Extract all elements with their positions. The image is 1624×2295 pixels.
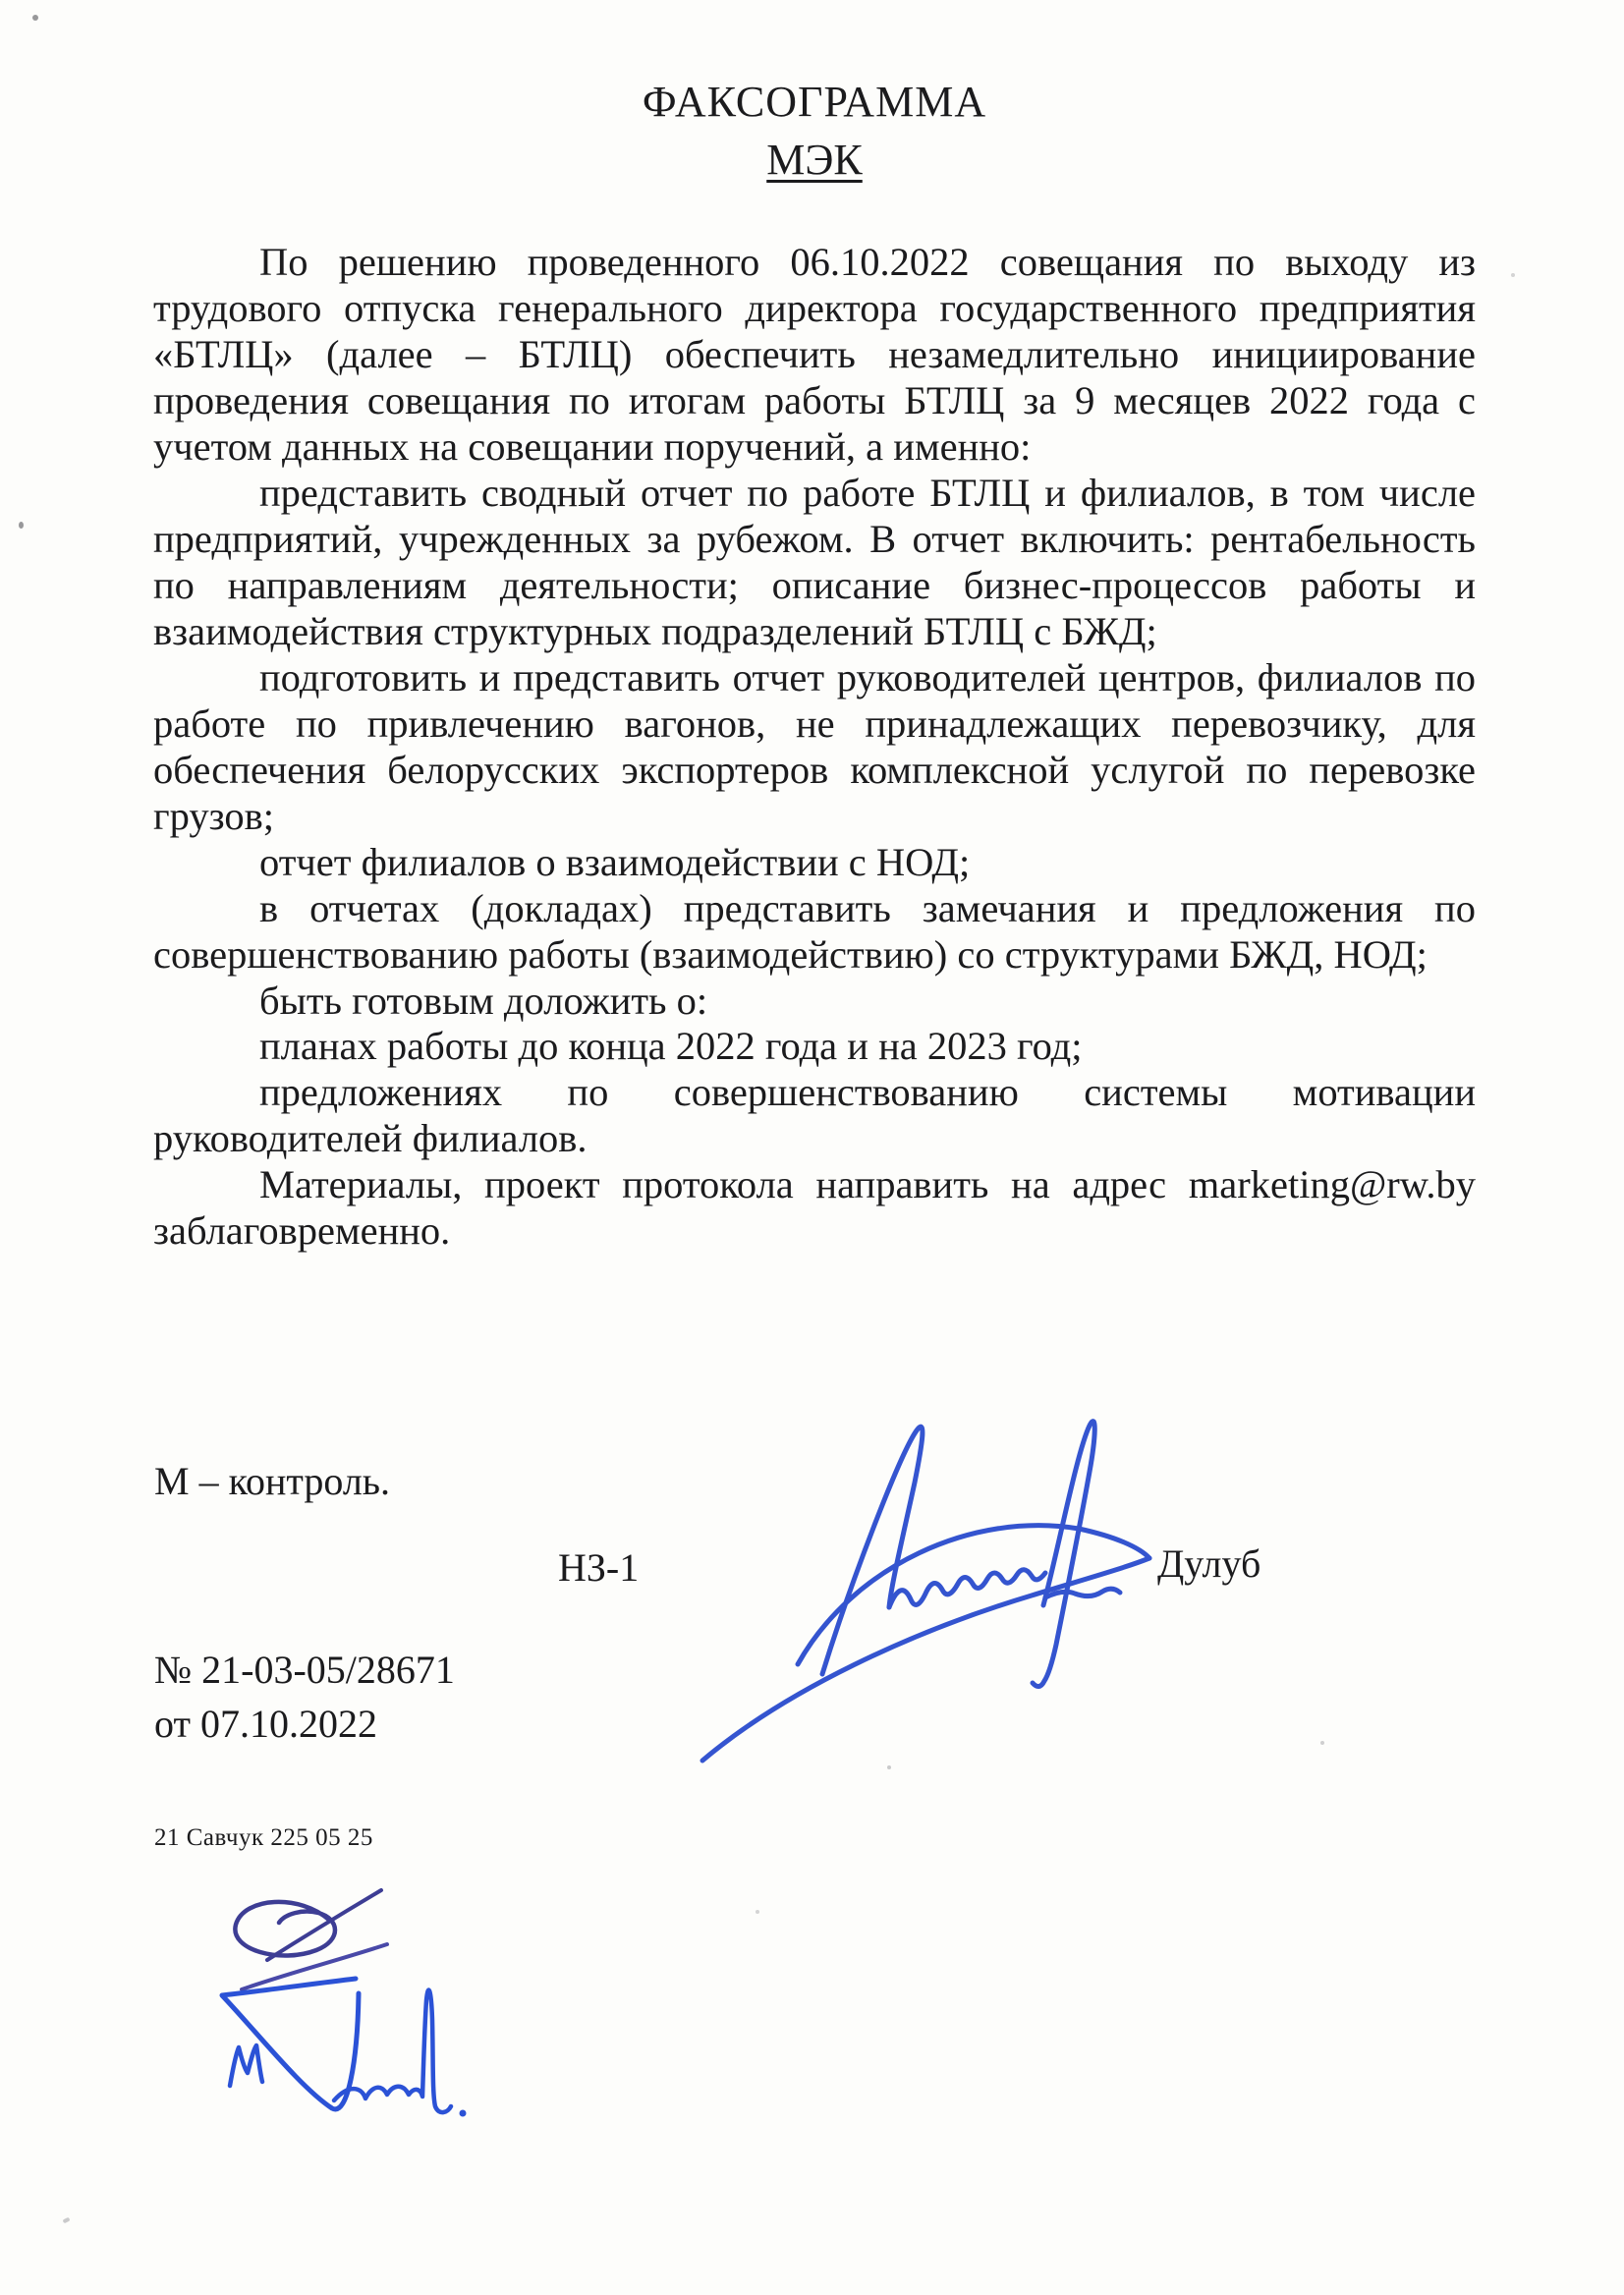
reference-number: № 21-03-05/28671 [154, 1648, 455, 1692]
document-title: ФАКСОГРАММА [642, 78, 987, 126]
signer-name: Дулуб [1157, 1541, 1261, 1586]
paragraph: быть готовым доложить о: [259, 978, 708, 1023]
scan-speck [756, 1910, 759, 1914]
paragraph: По решению проведенного 06.10.2022 совещания по выходу из трудового отпуска генерального директора государственного предприятия «БТЛЦ» (далее – БТЛЦ) обеспечить незамедлительно инициирование проведения совещания по итогам работы БТЛЦ за 9 месяцев 2022 года с учетом данных на совещании поручений, а именно: [153, 240, 1476, 469]
paragraph: подготовить и представить отчет руководителей центров, филиалов по работе по привлечению вагонов, не принадлежащих перевозчику, для обеспечения белорусских экспортеров комплексной услугой по перевозке грузов; [153, 654, 1476, 838]
paragraph: Материалы, проект протокола направить на адрес marketing@rw.by заблаговременно. [153, 1162, 1476, 1254]
scan-speck [32, 15, 38, 21]
document-body [153, 77, 1476, 1255]
scan-speck [62, 2217, 70, 2224]
signature-ink-main [619, 1348, 1189, 1810]
scan-speck [19, 522, 24, 529]
signer-position-code: НЗ-1 [558, 1545, 640, 1590]
reference-date: от 07.10.2022 [154, 1702, 377, 1747]
paragraph: представить сводный отчет по работе БТЛЦ и филиалов, в том числе предприятий, учрежденных за рубежом. В отчет включить: рентабельность по направлениям деятельности; описание бизнес-процессов работы и взаимодействия структурных подразделений БТЛЦ с БЖД; [153, 470, 1476, 653]
executor-note: 21 Савчук 225 05 25 [154, 1824, 373, 1851]
control-note: М – контроль. [154, 1459, 391, 1503]
signature-ink-resolution [138, 1872, 531, 2211]
paragraph: в отчетах (докладах) представить замечания и предложения по совершенствованию работы (взаимодействию) со структурами БЖД, НОД; [153, 885, 1476, 977]
reference-block [154, 1643, 455, 1751]
scan-speck [887, 1765, 891, 1769]
paragraph: планах работы до конца 2022 года и на 2023 год; [259, 1024, 1083, 1069]
paragraph: предложениях по совершенствованию системы мотивации руководителей филиалов. [153, 1070, 1476, 1161]
document-subtitle [153, 135, 1476, 185]
scan-speck [1320, 1741, 1324, 1745]
document-subtitle-text: МЭК [766, 136, 863, 184]
scan-speck [1511, 273, 1515, 277]
letter-text [153, 240, 1476, 1255]
paragraph: отчет филиалов о взаимодействии с НОД; [259, 839, 971, 884]
